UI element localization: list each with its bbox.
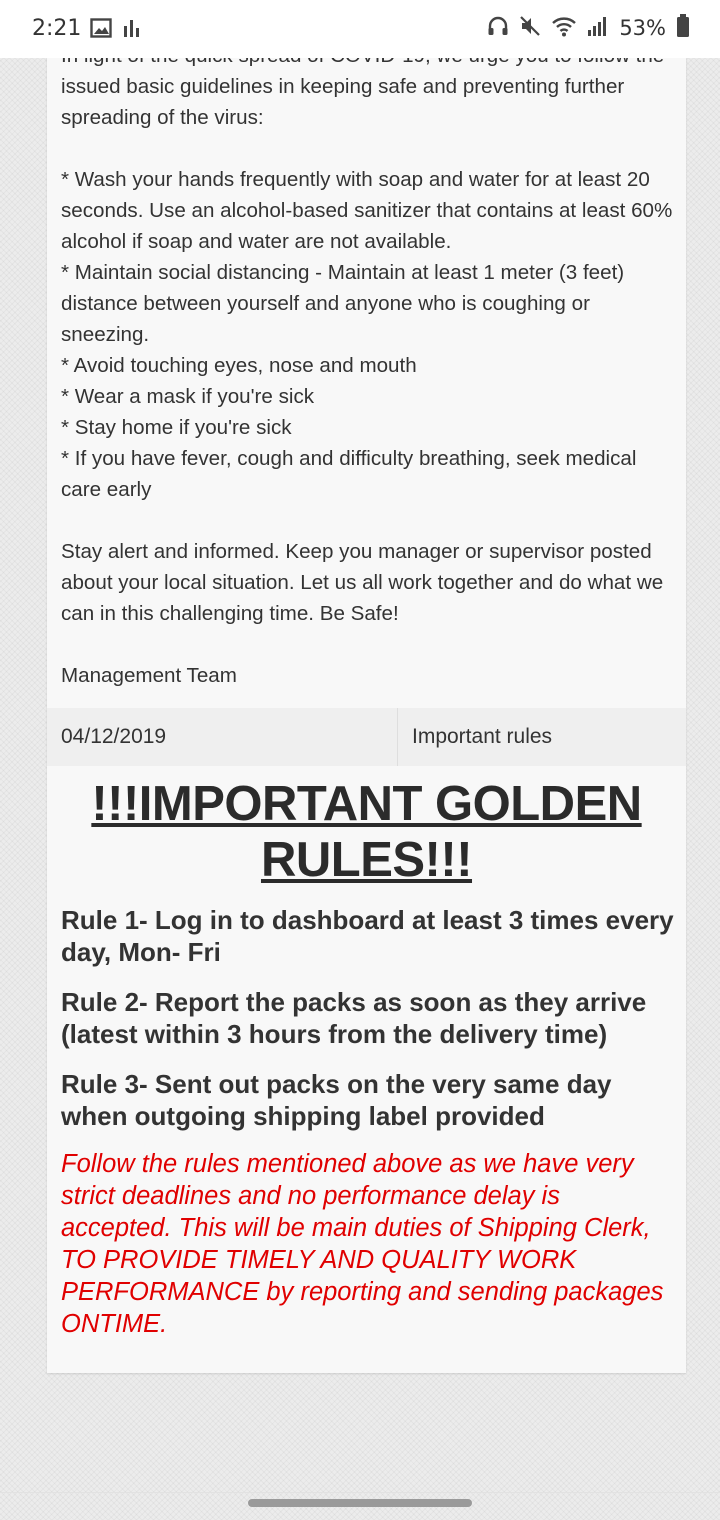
wifi-icon	[551, 15, 577, 41]
status-time: 2:21	[32, 16, 82, 41]
signal-bars-icon	[123, 18, 141, 42]
golden-rules-heading: !!!IMPORTANT GOLDEN RULES!!!	[91, 777, 642, 887]
rule-2: Rule 2- Report the packs as soon as they arrive (latest within 3 hours from the delivery time)	[61, 987, 647, 1049]
battery-percentage: 53%	[619, 16, 666, 40]
status-bar	[0, 0, 720, 58]
mute-icon	[519, 15, 541, 41]
headphones-icon	[487, 16, 509, 40]
rule-3: Rule 3- Sent out packs on the very same day when outgoing shipping label provided	[61, 1069, 612, 1131]
announcement-title: Important rules	[412, 725, 553, 748]
announcement-card	[47, 0, 686, 1373]
navigation-bar-divider	[0, 1492, 720, 1493]
home-gesture-bar[interactable]	[248, 1499, 472, 1507]
rule-1: Rule 1- Log in to dashboard at least 3 times every day, Mon- Fri	[61, 905, 674, 967]
gallery-icon	[90, 18, 112, 42]
battery-icon	[676, 14, 690, 42]
announcement-date: 04/12/2019	[47, 708, 398, 766]
deadline-warning: Follow the rules mentioned above as we have very strict deadlines and no performance delay is accepted. This will be main duties of Shipping Clerk, TO PROVIDE TIMELY AND QUALITY WORK PERFORMANCE by reporting and sending packages ONTIME.	[61, 1150, 664, 1338]
covid-guidelines-text: issued basic guidelines in keeping safe and preventing further spreading of the virus: * Wash your hands frequently with soap and water for at least 20 seconds. Use an alcohol-based sanitizer that contains at least 60% alcohol if soap and water are not available. * Maintain social distancing - Maintain at least 1 meter (3 feet) distance between yourself and anyone who is coughing or sneezing. * Avoid touching eyes, nose and mouth * Wear a mask if you're sick * Stay home if you're sick * If you have fever, cough and difficulty breathing, seek medical care early Stay alert and informed. Keep you manager or supervisor posted about your local situation. Let us all work together and do what we can in this challenging time. Be Safe! Management Team	[61, 75, 673, 687]
announcement-meta-row[interactable]	[47, 708, 686, 766]
cell-signal-icon	[587, 15, 609, 41]
